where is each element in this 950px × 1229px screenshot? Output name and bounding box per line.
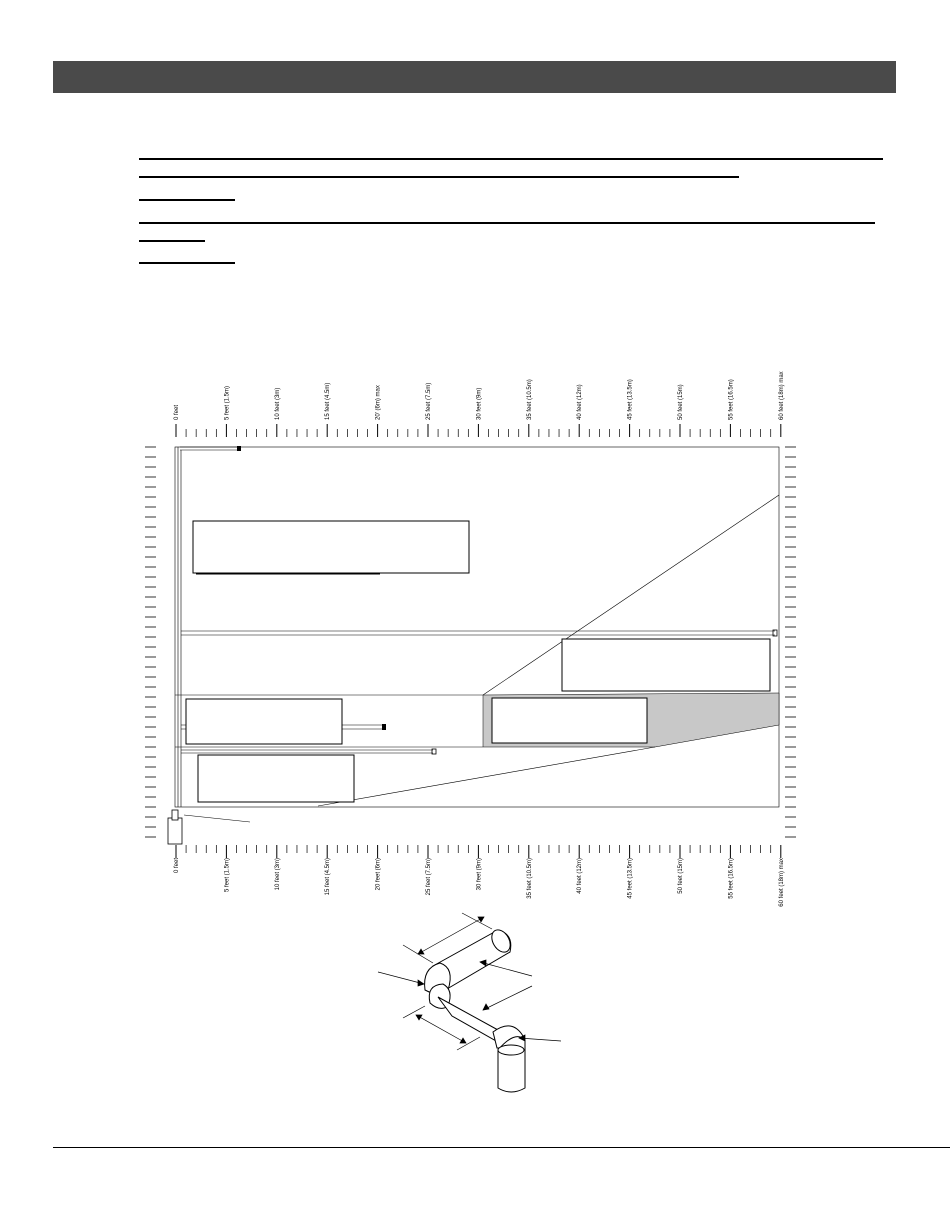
top-scale-label: 45 feet (13.5m): [627, 379, 634, 420]
top-scale-label: 60 feet (18m) max: [778, 371, 785, 420]
top-scale-label: 0 feet: [174, 404, 180, 420]
bottom-ruler: [174, 845, 785, 907]
vent-run-25ft: [181, 749, 436, 754]
footer-rule: [53, 1147, 950, 1148]
callout-box-shaded: [492, 698, 647, 743]
bottom-scale-label: 35 feet (10.5m): [526, 858, 533, 899]
bottom-scale-label: 55 feet (16.5m): [728, 858, 735, 899]
bottom-scale-label: 30 feet (9m): [476, 858, 483, 891]
appliance-icon: [168, 810, 182, 844]
bottom-scale-label: 50 feet (15m): [678, 858, 684, 894]
bottom-scale-label: 5 feet (1.5m): [224, 858, 231, 893]
callout-box-right: [562, 639, 770, 691]
top-scale-label: 30 feet (9m): [476, 387, 483, 420]
callout-box-middle-left: [186, 699, 342, 744]
bottom-scale-label: 60 feet (18m) max: [778, 858, 785, 907]
bottom-scale-label: 40 feet (12m): [577, 858, 584, 894]
pipe-illustration: [425, 927, 525, 1092]
bottom-scale-label: 15 feet (4.5m): [325, 858, 332, 896]
vent-run-5ft: [180, 446, 241, 451]
top-scale-label: 10 feet (3m): [274, 387, 281, 420]
bottom-scale-label: 20 feet (6m): [375, 858, 382, 891]
bottom-scale-label: 10 feet (3m): [274, 858, 281, 891]
top-scale-label: 35 feet (10.5m): [526, 379, 533, 420]
top-scale-label: 50 feet (15m): [678, 384, 684, 420]
callout-box-upper: [193, 521, 469, 573]
limit-line-lower: [318, 747, 655, 806]
bottom-scale-label: 25 feet (7.5m): [426, 858, 432, 896]
top-ruler: [174, 371, 785, 437]
vent-run-60ft: [181, 630, 777, 636]
bottom-scale-label: 45 feet (13.5m): [627, 858, 634, 899]
top-scale-label: 15 feet (4.5m): [325, 382, 332, 420]
top-scale-label: 25 feet (7.5m): [426, 382, 432, 420]
top-scale-label: 55 feet (16.5m): [728, 379, 735, 420]
appliance-leader: [184, 815, 250, 822]
callout-box-lower: [198, 755, 354, 802]
left-ruler: [145, 447, 156, 837]
top-scale-label: 40 feet (12m): [577, 384, 584, 420]
top-scale-label: 5 feet (1.5m): [224, 385, 231, 420]
right-ruler: [785, 447, 796, 837]
pipe-dimension-arrows: [378, 913, 561, 1050]
top-scale-label: 20' (6m) max: [375, 385, 382, 420]
bottom-scale-label: 0 feet: [174, 858, 180, 874]
